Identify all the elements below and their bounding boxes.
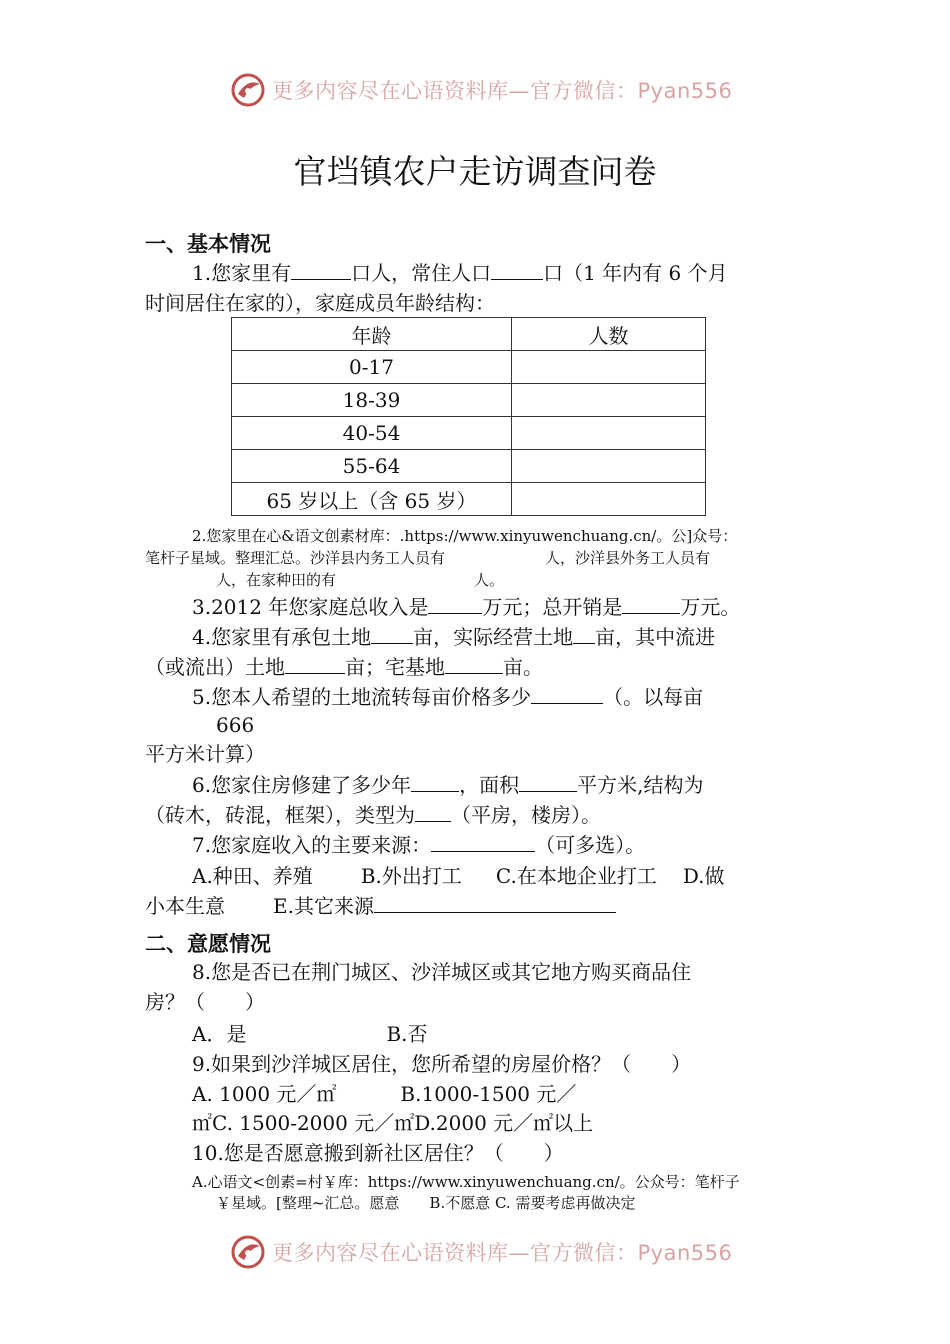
option-d[interactable]: D.做 bbox=[682, 864, 725, 888]
logo-icon bbox=[230, 72, 266, 108]
footer-banner bbox=[230, 1234, 732, 1270]
blank-transferred-land[interactable] bbox=[285, 653, 345, 674]
page-title: 官垱镇农户走访调查问卷 bbox=[293, 152, 657, 191]
q4-line1: 4.您家里有承包土地 亩，实际经营土地 亩，其中流进 bbox=[192, 625, 716, 649]
table-header-age: 年龄 bbox=[232, 318, 512, 351]
option-d-cont: 小本生意 bbox=[145, 894, 225, 918]
q10-options-line1: A.心语文<创素=村￥库：https://www.xinyuwenchuang.cn/。公众号：笔杆子 bbox=[192, 1173, 740, 1191]
blank-contract-land[interactable] bbox=[371, 623, 413, 644]
age-structure-table bbox=[231, 317, 706, 516]
logo-icon bbox=[230, 1234, 266, 1270]
option-c[interactable]: C.在本地企业打工 bbox=[495, 864, 657, 888]
q8-options bbox=[192, 1019, 428, 1049]
section-heading-basic: 一、基本情况 bbox=[145, 232, 271, 256]
blank-household-size[interactable] bbox=[291, 259, 351, 280]
table-header-row bbox=[232, 318, 706, 351]
q7-line1: 7.您家庭收入的主要来源： （可多选）。 bbox=[192, 833, 646, 857]
blank-land-price[interactable] bbox=[531, 683, 603, 704]
q6-line2: （砖木，砖混，框架），类型为 （平房，楼房）。 bbox=[145, 803, 601, 827]
option-price-a[interactable]: A. 1000 元／㎡ bbox=[192, 1082, 337, 1106]
blank-homestead[interactable] bbox=[445, 653, 503, 674]
q5-line3: 平方米计算） bbox=[145, 742, 265, 766]
table-header-count: 人数 bbox=[512, 318, 706, 351]
q3: 3.2012 年您家庭总收入是 万元；总开销是 万元。 bbox=[192, 595, 741, 619]
q10-line1: 10.您是否愿意搬到新社区居住？（ ） bbox=[192, 1141, 564, 1165]
option-price-b[interactable]: B.1000-1500 元／ bbox=[400, 1082, 577, 1106]
table-cell-count[interactable] bbox=[512, 450, 706, 483]
table-cell-count[interactable] bbox=[512, 483, 706, 516]
table-cell-count[interactable] bbox=[512, 417, 706, 450]
header-banner bbox=[230, 72, 732, 108]
q1-line1: 1.您家里有 口人，常住人口 口（1 年内有 6 个月 bbox=[192, 261, 728, 285]
table-row: 65 岁以上（含 65 岁） bbox=[232, 483, 706, 516]
banner-text: 更多内容尽在心语资料库—官方微信：Pyan556 bbox=[272, 1241, 733, 1265]
q10-options-line2: ￥星域。[整理~汇总。愿意 B.不愿意 C. 需要考虑再做决定 bbox=[216, 1194, 636, 1212]
option-no[interactable]: B.否 bbox=[386, 1022, 428, 1046]
blank-operated-land[interactable] bbox=[573, 623, 595, 644]
q5-line2: 666 bbox=[216, 713, 255, 737]
blank-other-source[interactable] bbox=[374, 892, 616, 913]
q8-line2: 房？（ ） bbox=[145, 990, 265, 1014]
option-yes[interactable]: A．是 bbox=[192, 1022, 247, 1046]
option-e[interactable]: E.其它来源 bbox=[273, 894, 374, 918]
option-a[interactable]: A.种田、养殖 bbox=[192, 864, 313, 888]
blank-income-source[interactable] bbox=[431, 831, 535, 852]
q9-line1: 9.如果到沙洋城区居住，您所希望的房屋价格？（ ） bbox=[192, 1052, 692, 1076]
blank-house-type[interactable] bbox=[415, 801, 451, 822]
section-heading-willingness: 二、意愿情况 bbox=[145, 932, 271, 956]
table-row: 55-64 bbox=[232, 450, 706, 483]
table-cell-count[interactable] bbox=[512, 384, 706, 417]
blank-house-age[interactable] bbox=[411, 771, 459, 792]
q2-line3: 人，在家种田的有 人。 bbox=[216, 571, 505, 589]
q2-line2: 笔杆子星域。整理汇总。沙洋县内务工人员有 人，沙洋县外务工人员有 bbox=[145, 549, 711, 567]
q1-line2: 时间居住在家的），家庭成员年龄结构： bbox=[145, 291, 495, 315]
table-row: 18-39 bbox=[232, 384, 706, 417]
blank-expense[interactable] bbox=[622, 593, 680, 614]
q9-options bbox=[192, 1079, 576, 1109]
q7-options bbox=[192, 861, 725, 891]
q6-line1: 6.您家住房修建了多少年 ，面积 平方米,结构为 bbox=[192, 773, 704, 797]
blank-resident-count[interactable] bbox=[491, 259, 543, 280]
q9-line3[interactable]: ㎡C. 1500-2000 元／㎡D.2000 元／㎡以上 bbox=[192, 1111, 594, 1135]
q8-line1: 8.您是否已在荆门城区、沙洋城区或其它地方购买商品住 bbox=[192, 960, 692, 984]
blank-house-area[interactable] bbox=[519, 771, 577, 792]
blank-income[interactable] bbox=[428, 593, 482, 614]
banner-text: 更多内容尽在心语资料库—官方微信：Pyan556 bbox=[272, 79, 733, 103]
q2-line1: 2.您家里在心&语文创素材库：.https://www.xinyuwenchuang.cn/。公]众号： bbox=[192, 527, 738, 545]
table-cell-count[interactable] bbox=[512, 351, 706, 384]
q7-options-line2 bbox=[145, 891, 616, 921]
q5-line1: 5.您本人希望的土地流转每亩价格多少 （。以每亩 bbox=[192, 685, 704, 709]
q4-line2: （或流出）土地 亩；宅基地 亩。 bbox=[145, 655, 543, 679]
option-b[interactable]: B.外出打工 bbox=[360, 864, 462, 888]
table-row: 0-17 bbox=[232, 351, 706, 384]
table-row: 40-54 bbox=[232, 417, 706, 450]
